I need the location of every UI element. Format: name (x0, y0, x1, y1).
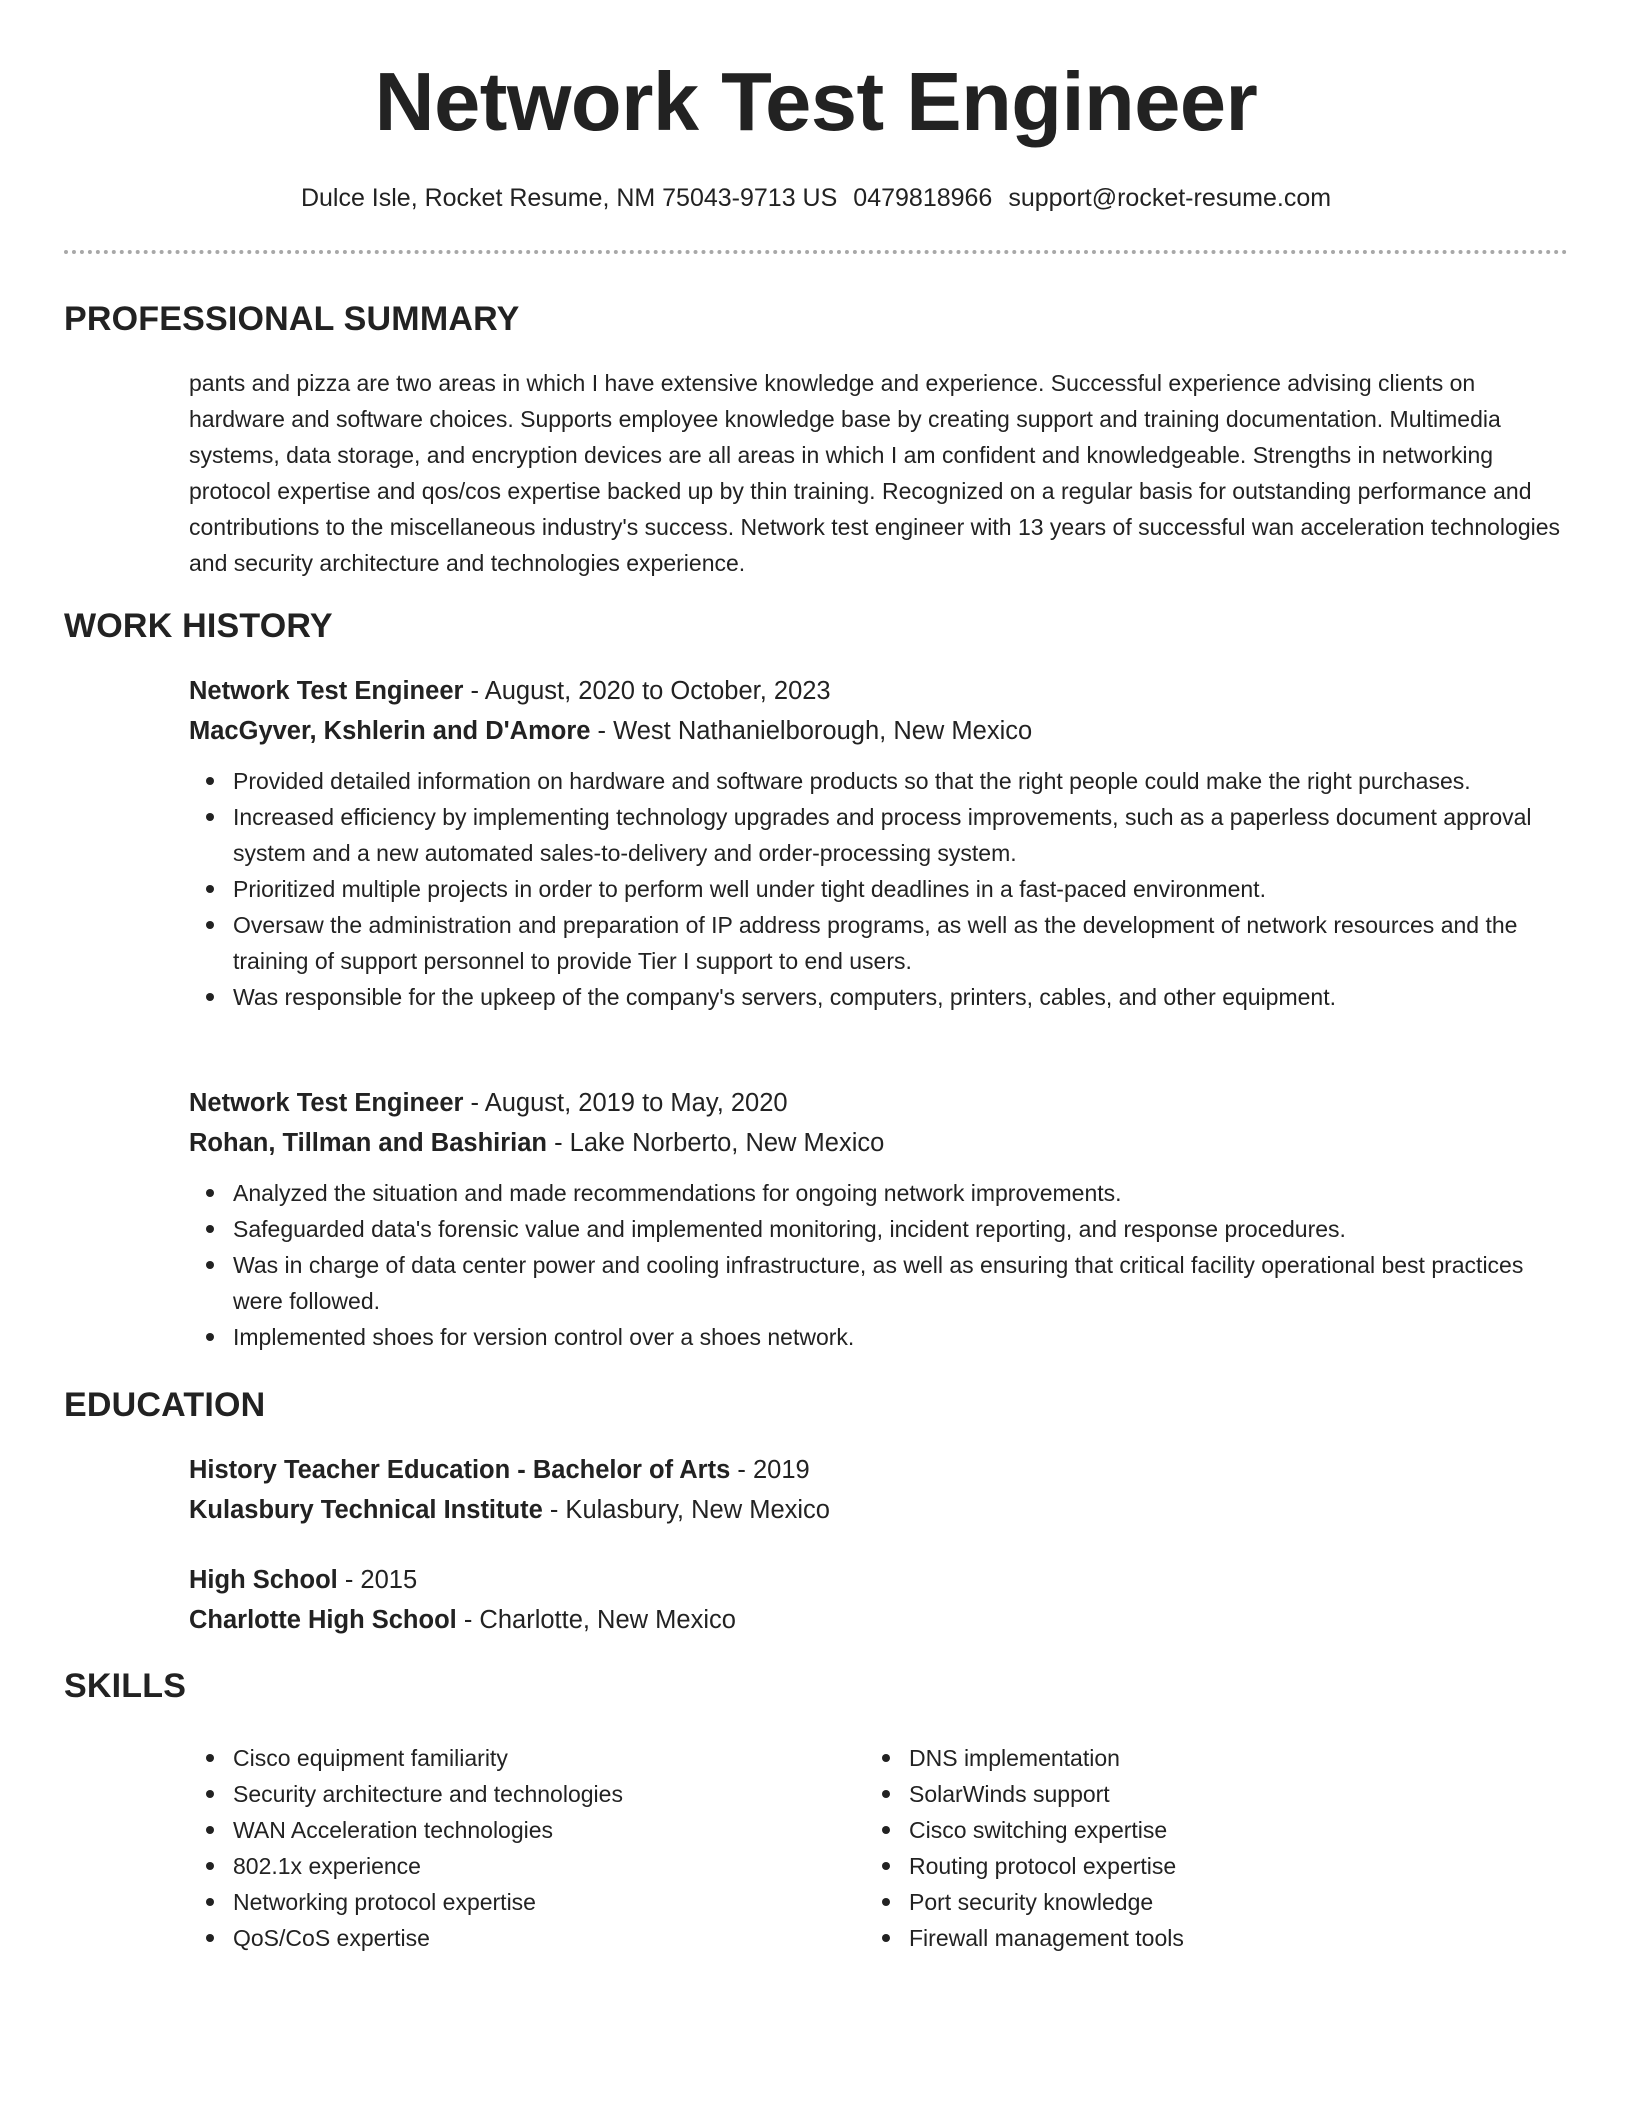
list-item: Was in charge of data center power and cooling infrastructure, as well as ensuring that critical facility operational best practices were followed. (233, 1247, 1569, 1319)
skill-item: Firewall management tools (909, 1920, 1515, 1956)
skill-item: Port security knowledge (909, 1884, 1515, 1920)
job-role: Network Test Engineer (189, 1089, 464, 1117)
section-title-work-history: WORK HISTORY (64, 607, 333, 645)
skill-item: 802.1x experience (233, 1848, 839, 1884)
list-item: Prioritized multiple projects in order to perform well under tight deadlines in a fast-paced environment. (233, 871, 1569, 907)
education-degree-line (189, 1560, 1569, 1600)
education-degree: History Teacher Education - Bachelor of Arts (189, 1456, 731, 1484)
skill-item: Networking protocol expertise (233, 1884, 839, 1920)
job-company: Rohan, Tillman and Bashirian (189, 1129, 548, 1157)
skill-item: SolarWinds support (909, 1776, 1515, 1812)
list-item: Provided detailed information on hardware and software products so that the right people could make the right purchases. (233, 763, 1569, 799)
list-item: Safeguarded data's forensic value and implemented monitoring, incident reporting, and response procedures. (233, 1211, 1569, 1247)
contact-email: support@rocket-resume.com (1008, 184, 1332, 212)
education-school-line (189, 1490, 1569, 1530)
education-year: - 2019 (737, 1456, 810, 1484)
list-item: Oversaw the administration and preparation of IP address programs, as well as the development of network resources and the training of support personnel to provide Tier I support to end users. (233, 907, 1569, 979)
education-school: Kulasbury Technical Institute (189, 1496, 543, 1524)
list-item: Was responsible for the upkeep of the company's servers, computers, printers, cables, and other equipment. (233, 979, 1569, 1015)
education-school: Charlotte High School (189, 1606, 457, 1634)
section-title-education: EDUCATION (64, 1386, 266, 1424)
section-title-skills: SKILLS (64, 1667, 187, 1705)
education-school-line (189, 1600, 1569, 1640)
skills-column-left (189, 1740, 839, 1956)
education-entry (189, 1560, 1569, 1640)
job-dates: - August, 2019 to May, 2020 (470, 1089, 788, 1117)
list-item: Analyzed the situation and made recommendations for ongoing network improvements. (233, 1175, 1569, 1211)
skill-item: Cisco switching expertise (909, 1812, 1515, 1848)
job-title-line (189, 1083, 1569, 1123)
section-title-summary: PROFESSIONAL SUMMARY (64, 300, 520, 338)
contact-line (0, 180, 1632, 216)
education-degree: High School (189, 1566, 338, 1594)
job-entry (189, 1083, 1569, 1355)
contact-phone: 0479818966 (853, 184, 993, 212)
education-degree-line (189, 1450, 1569, 1490)
job-bullets (189, 763, 1569, 1015)
job-dates: - August, 2020 to October, 2023 (470, 677, 831, 705)
skill-item: Routing protocol expertise (909, 1848, 1515, 1884)
job-company: MacGyver, Kshlerin and D'Amore (189, 717, 591, 745)
job-company-line (189, 711, 1569, 751)
list-item: Implemented shoes for version control over a shoes network. (233, 1319, 1569, 1355)
header-divider (64, 250, 1568, 254)
skills-column-right (865, 1740, 1515, 1956)
education-location: - Charlotte, New Mexico (463, 1606, 736, 1634)
job-company-line (189, 1123, 1569, 1163)
job-location: - Lake Norberto, New Mexico (554, 1129, 885, 1157)
skill-item: DNS implementation (909, 1740, 1515, 1776)
job-location: - West Nathanielborough, New Mexico (597, 717, 1033, 745)
job-bullets (189, 1175, 1569, 1355)
skill-item: QoS/CoS expertise (233, 1920, 839, 1956)
job-entry (189, 671, 1569, 1015)
education-location: - Kulasbury, New Mexico (549, 1496, 830, 1524)
skills-list-left (189, 1740, 839, 1956)
list-item: Increased efficiency by implementing technology upgrades and process improvements, such as a paperless document approval system and a new automated sales-to-delivery and order-processing system. (233, 799, 1569, 871)
skill-item: WAN Acceleration technologies (233, 1812, 839, 1848)
skill-item: Cisco equipment familiarity (233, 1740, 839, 1776)
skills-list-right (865, 1740, 1515, 1956)
job-title-line (189, 671, 1569, 711)
skill-item: Security architecture and technologies (233, 1776, 839, 1812)
education-year: - 2015 (344, 1566, 418, 1594)
resume-name-heading: Network Test Engineer (374, 55, 1258, 148)
education-entry (189, 1450, 1569, 1530)
summary-text: pants and pizza are two areas in which I have extensive knowledge and experience. Successful experience advising clients on hardware and software choices. Supports employee knowledge base by creating support and training documentation. Multimedia systems, data storage, and encryption devices are all areas in which I am confident and knowledgeable. Strengths in networking protocol expertise and qos/cos expertise backed up by thin training. Recognized on a regular basis for outstanding performance and contributions to the miscellaneous industry's success. Network test engineer with 13 years of successful wan acceleration technologies and security architecture and technologies experience. (189, 370, 1561, 576)
job-role: Network Test Engineer (189, 677, 464, 705)
contact-address: Dulce Isle, Rocket Resume, NM 75043-9713 US (300, 184, 838, 212)
